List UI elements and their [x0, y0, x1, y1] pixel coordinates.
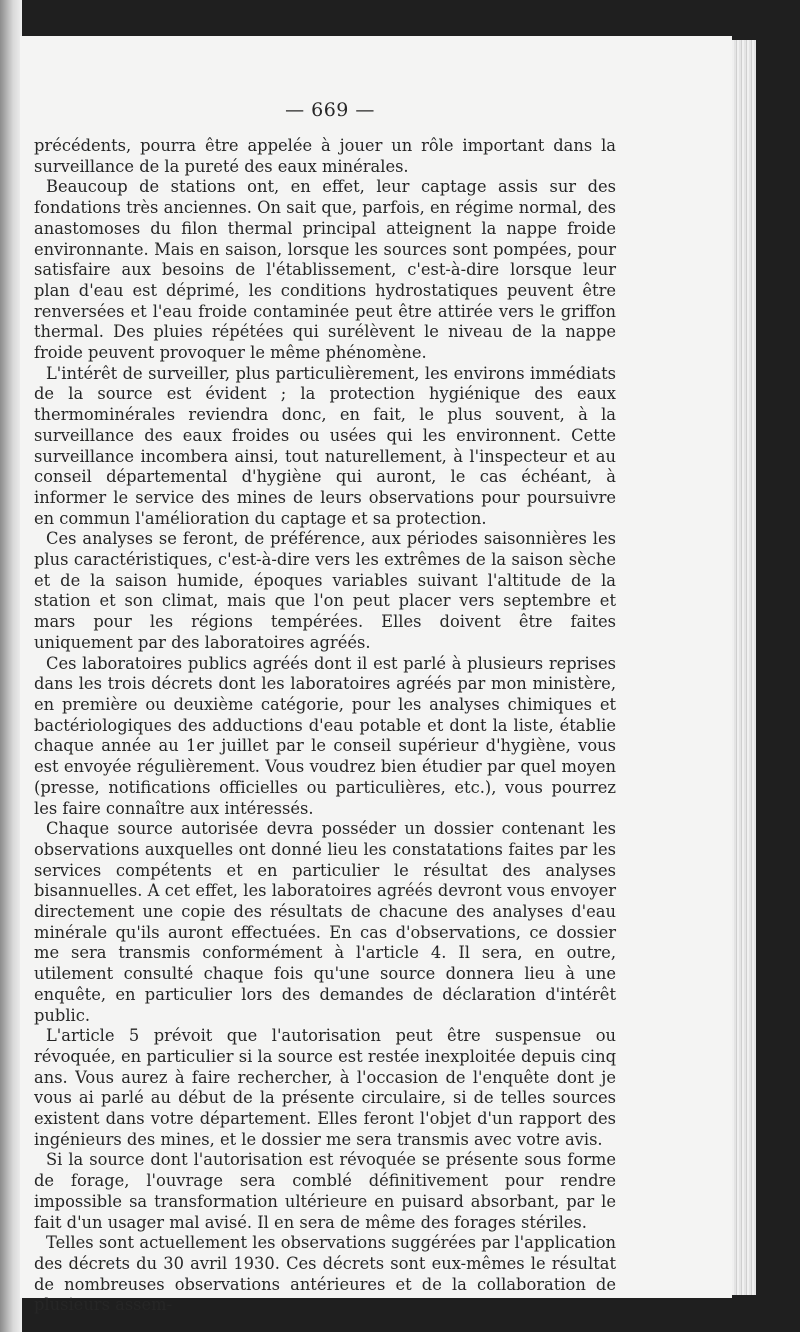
- document-page: [20, 36, 732, 1315]
- paragraph: Ces analyses se feront, de préférence, aux périodes saisonnières les plus caractéristiques, c'est-à-dire vers les extrêmes de la saison sèche et de la saison humide, époques variables suivant l'altitude de la station et son climat, mais que l'on peut placer vers septembre et mars pour les régions tempérées. Elles doivent être faites uniquement par des laboratoires agréés.: [34, 529, 616, 652]
- paragraph: L'intérêt de surveiller, plus particulièrement, les environs immédiats de la source est évident ; la protection hygiénique des eaux thermominérales reviendra donc, en fait, le plus souvent, à la surveillance des eaux froides ou usées qui les environnent. Cette surveillance incombera ainsi, tout naturellement, à l'inspecteur et au conseil départemental d'hygiène qui auront, le cas échéant, à informer le service des mines de leurs observations pour poursuivre en commun l'amélioration du captage et sa protection.: [34, 363, 616, 528]
- paragraph: Ces laboratoires publics agréés dont il est parlé à plusieurs reprises dans les trois décrets dont les laboratoires agréés par mon ministère, en première ou deuxième catégorie, pour les analyses chimiques et bactériologiques des adductions d'eau potable et dont la liste, établie chaque année au 1er juillet par le conseil supérieur d'hygiène, vous est envoyée régulièrement. Vous voudrez bien étudier par quel moyen (presse, notifications officielles ou particulières, etc.), vous pourrez les faire connaître aux intéressés.: [34, 653, 616, 818]
- page-number: — 669 —: [285, 99, 375, 121]
- paragraph: L'article 5 prévoit que l'autorisation peut être suspensue ou révoquée, en particulier si la source est restée inexploitée depuis cinq ans. Vous aurez à faire rechercher, à l'occasion de l'enquête dont je vous ai parlé au début de la présente circulaire, si de telles sources existent dans votre département. Elles feront l'objet d'un rapport des ingénieurs des mines, et le dossier me sera transmis avec votre avis.: [34, 1026, 616, 1149]
- paragraph: Beaucoup de stations ont, en effet, leur captage assis sur des fondations très anciennes. On sait que, parfois, en régime normal, des anastomoses du filon thermal principal atteignent la nappe froide environnante. Mais en saison, lorsque les sources sont pompées, pour satisfaire aux besoins de l'établissement, c'est-à-dire lorsque leur plan d'eau est déprimé, les conditions hydrostatiques peuvent être renversées et l'eau froide contaminée peut être attirée vers le griffon thermal. Des pluies répétées qui surélèvent le niveau de la nappe froide peuvent provoquer le même phénomène.: [34, 177, 616, 363]
- paragraph: Chaque source autorisée devra posséder un dossier contenant les observations auxquelles ont donné lieu les constatations faites par les services compétents et en particulier le résultat des analyses bisannuelles. A cet effet, les laboratoires agréés devront vous envoyer directement une copie des résultats de chacune des analyses d'eau minérale qu'ils auront effectuées. En cas d'observations, ce dossier me sera transmis conformément à l'article 4. Il sera, en outre, utilement consulté chaque fois qu'une source donnera lieu à une enquête, en particulier lors des demandes de déclaration d'intérêt public.: [34, 819, 616, 1025]
- body-text: [34, 136, 616, 1316]
- adjacent-page-edge: [0, 0, 22, 1332]
- paragraph: Si la source dont l'autorisation est révoquée se présente sous forme de forage, l'ouvrage sera comblé définitivement pour rendre impossible sa transformation ultérieure en puisard absorbant, par le fait d'un usager mal avisé. Il en sera de même des forages stériles.: [34, 1150, 616, 1232]
- paragraph: précédents, pourra être appelée à jouer un rôle important dans la surveillance de la pureté des eaux minérales.: [34, 136, 616, 176]
- paragraph: Telles sont actuellement les observations suggérées par l'application des décrets du 30 avril 1930. Ces décrets sont eux-mêmes le résultat de nombreuses observations antérieures et de la collaboration de plusieurs assem-: [34, 1233, 616, 1315]
